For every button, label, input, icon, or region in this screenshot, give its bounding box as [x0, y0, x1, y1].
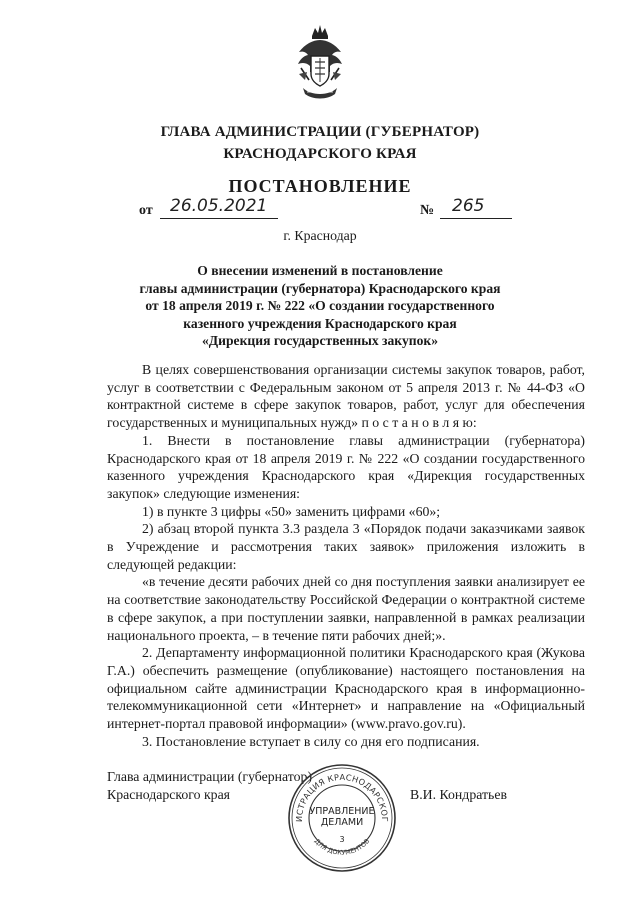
stamp-ring-text: ИСТРАЦИЯ КРАСНОДАРСКОГ — [293, 771, 391, 823]
stamp-number: 3 — [339, 835, 345, 844]
paragraph-preamble: В целях совершенствования организации системы закупок товаров, работ, услуг в соответствии с Федеральным законом от 5 апреля 2013 г. № 44-ФЗ «О контрактной системе в сфере закупок товаров, работ, услуг для обеспечения государственных и муниципальных нужд» п о с т а н о в л я ю: — [107, 362, 585, 431]
document-type-title: ПОСТАНОВЛЕНИЕ — [228, 176, 412, 196]
stamp-bottom-text: ДЛЯ ДОКУМЕНТОВ — [312, 837, 372, 857]
number-handwritten: 265 — [452, 196, 485, 216]
coat-of-arms-icon — [293, 22, 347, 106]
paragraph-item-2: 2. Департаменту информационной политики Краснодарского края (Жукова Г.А.) обеспечить размещение (опубликование) настоящего постановления на официальном сайте администрации Краснодарского края в информационно-телекоммуникационной сети «Интернет» и направление на «Официальный интернет-портал правовой информации» (www.pravo.gov.ru). — [107, 645, 585, 732]
number-prefix: № — [420, 203, 435, 218]
authority-name-line2: КРАСНОДАРСКОГО КРАЯ — [223, 146, 417, 162]
subject-line: казенного учреждения Краснодарского края — [183, 315, 457, 331]
stamp-center-line2: ДЕЛАМИ — [320, 817, 364, 828]
paragraph-subitem-1: 1) в пункте 3 цифры «50» заменить цифрами «60»; — [142, 503, 441, 519]
date-handwritten: 26.05.2021 — [170, 196, 268, 216]
subject-line: главы администрации (губернатора) Краснодарского края — [139, 280, 501, 296]
subject-heading — [0, 262, 640, 350]
city: г. Краснодар — [283, 228, 357, 243]
date-prefix: от — [139, 203, 153, 218]
paragraph-item-1: 1. Внести в постановление главы администрации (губернатора) Краснодарского края от 18 апреля 2019 г. № 222 «О создании государственного казенного учреждения Краснодарского края «Дирекция государственных закупок» следующие изменения: — [107, 432, 585, 501]
paragraph-quote: «в течение десяти рабочих дней со дня поступления заявки анализирует ее на соответствие законодательству Российской Федерации о контрактной системе в сфере закупок, а при поступлении заявки, направленной в рамках реализации национального проекта, – в течение пяти рабочих дней;». — [107, 574, 585, 643]
subject-line: О внесении изменений в постановление — [197, 263, 443, 278]
signatory-position-line2: Краснодарского края — [107, 787, 231, 802]
signatory-position — [107, 768, 312, 804]
official-stamp — [286, 762, 398, 874]
number-underline — [440, 218, 512, 219]
paragraph-item-3: 3. Постановление вступает в силу со дня его подписания. — [142, 733, 480, 749]
document-body — [107, 361, 585, 750]
date-underline — [160, 218, 278, 219]
subject-line: от 18 апреля 2019 г. № 222 «О создании государственного — [145, 298, 495, 313]
stamp-center-line1: УПРАВЛЕНИЕ — [309, 806, 375, 817]
signatory-name: В.И. Кондратьев — [410, 787, 507, 802]
subject-line: «Дирекция государственных закупок» — [202, 333, 438, 348]
authority-name-line1: ГЛАВА АДМИНИСТРАЦИИ (ГУБЕРНАТОР) — [160, 124, 480, 140]
signatory-position-line1: Глава администрации (губернатор) — [107, 769, 313, 784]
paragraph-subitem-2: 2) абзац второй пункта 3.3 раздела 3 «Порядок подачи заказчиками заявок в Учреждение и рассмотрения таких заявок» приложения изложить в следующей редакции: — [107, 521, 585, 572]
